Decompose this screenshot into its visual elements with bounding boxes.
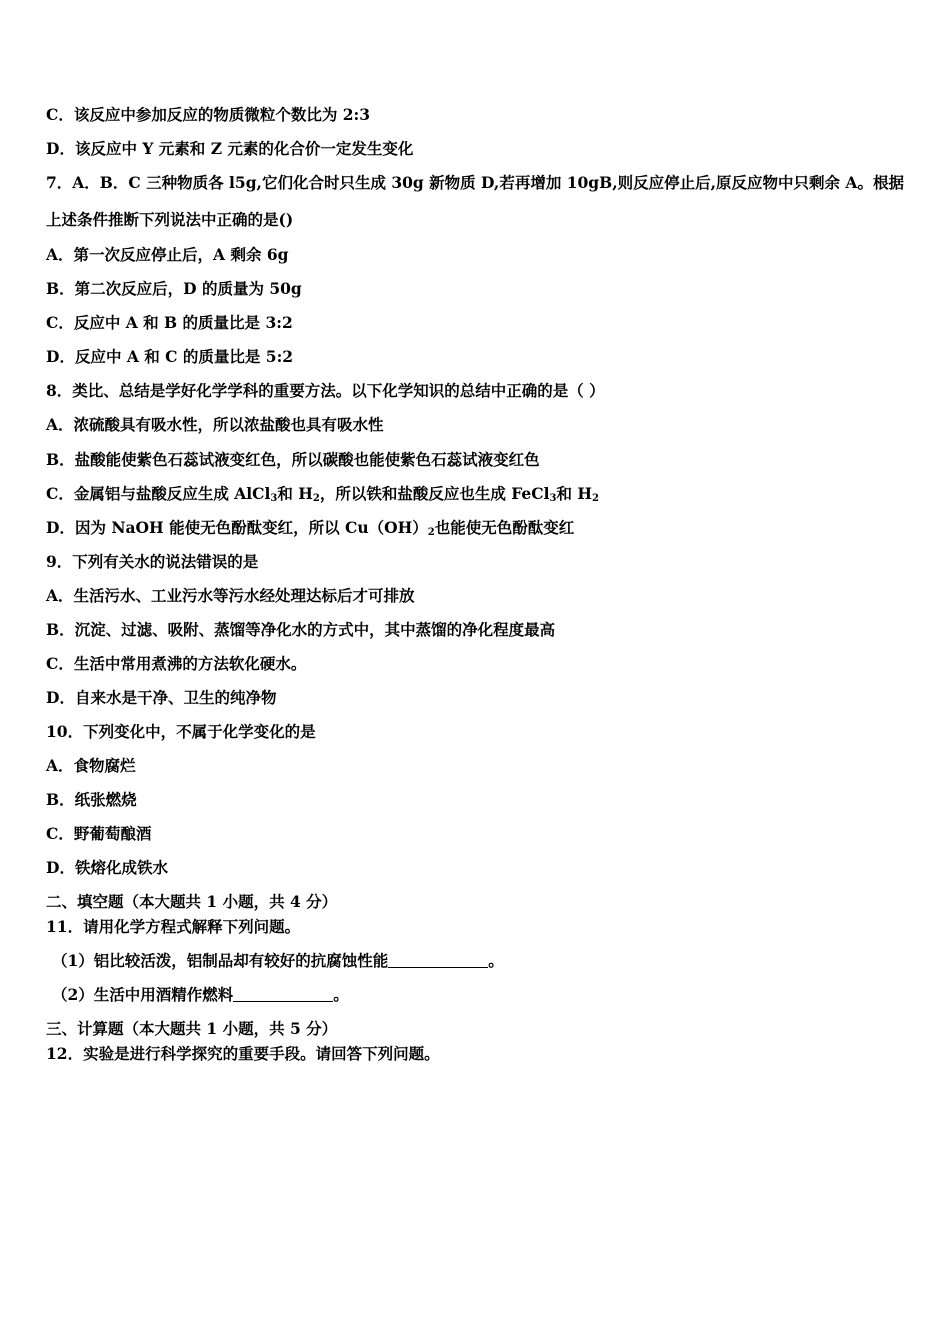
q7-option-a: A．第一次反应停止后，A 剩余 6g [46, 245, 289, 264]
q9-option-b: B．沉淀、过滤、吸附、蒸馏等净化水的方式中，其中蒸馏的净化程度最高 [46, 620, 556, 639]
subscript: 2 [592, 493, 599, 504]
q8-option-b: B．盐酸能使紫色石蕊试液变红色，所以碳酸也能使紫色石蕊试液变红色 [46, 450, 540, 469]
q11-part1 [52, 949, 504, 971]
q8-option-c-part4: 和 H [556, 484, 593, 503]
q7-option-c: C．反应中 A 和 B 的质量比是 3:2 [46, 313, 293, 332]
q10-stem: 10．下列变化中，不属于化学变化的是 [46, 722, 316, 741]
period: 。 [333, 985, 349, 1004]
subscript: 3 [549, 493, 557, 504]
q9-option-a: A．生活污水、工业污水等污水经处理达标后才可排放 [46, 586, 415, 605]
q11-part2 [52, 983, 349, 1005]
q10-option-b: B．纸张燃烧 [46, 790, 137, 809]
q8-option-d-part1: D．因为 NaOH 能使无色酚酞变红，所以 Cu（OH） [46, 518, 428, 537]
q11-part2-text: （2）生活中用酒精作燃料 [52, 985, 234, 1004]
q8-option-c-part1: C．金属铝与盐酸反应生成 AlCl [46, 484, 271, 503]
section3-title: 三、计算题（本大题共 1 小题，共 5 分） [46, 1019, 338, 1038]
q7-stem-line1: 7．A．B．C 三种物质各 l5g,它们化合时只生成 30g 新物质 D,若再增加 10gB,则反应停止后,原反应物中只剩余 A。根据 [46, 173, 904, 192]
answer-blank[interactable] [388, 953, 488, 968]
period: 。 [488, 951, 504, 970]
q9-stem: 9．下列有关水的说法错误的是 [46, 552, 259, 571]
q7-stem-line2: 上述条件推断下列说法中正确的是() [46, 210, 294, 229]
q8-option-c-part2: 和 H [277, 484, 313, 503]
q8-option-c-part3: ，所以铁和盐酸反应也生成 FeCl [319, 484, 550, 503]
q11-stem: 11．请用化学方程式解释下列问题。 [46, 917, 301, 936]
subscript: 2 [312, 493, 320, 504]
subscript: 3 [270, 493, 278, 504]
q6-option-c: C．该反应中参加反应的物质微粒个数比为 2:3 [46, 105, 371, 124]
q8-option-d-part2: 也能使无色酚酞变红 [434, 518, 575, 537]
q10-option-c: C．野葡萄酿酒 [46, 824, 152, 843]
q12-stem: 12．实验是进行科学探究的重要手段。请回答下列问题。 [46, 1044, 440, 1063]
q9-option-d: D．自来水是干净、卫生的纯净物 [46, 688, 277, 707]
q8-stem: 8．类比、总结是学好化学学科的重要方法。以下化学知识的总结中正确的是（ ） [46, 381, 605, 400]
q7-option-b: B．第二次反应后，D 的质量为 50g [46, 279, 302, 298]
section2-title: 二、填空题（本大题共 1 小题，共 4 分） [46, 892, 338, 911]
q9-option-c: C．生活中常用煮沸的方法软化硬水。 [46, 654, 307, 673]
q8-option-d [46, 516, 574, 538]
q8-option-c [46, 482, 599, 504]
q6-option-d: D．该反应中 Y 元素和 Z 元素的化合价一定发生变化 [46, 139, 414, 158]
q10-option-a: A．食物腐烂 [46, 756, 136, 775]
subscript: 2 [427, 527, 435, 538]
q7-option-d: D．反应中 A 和 C 的质量比是 5:2 [46, 347, 294, 366]
q11-part1-text: （1）铝比较活泼，铝制品却有较好的抗腐蚀性能 [52, 951, 389, 970]
answer-blank[interactable] [233, 987, 333, 1002]
q10-option-d: D．铁熔化成铁水 [46, 858, 168, 877]
q8-option-a: A．浓硫酸具有吸水性，所以浓盐酸也具有吸水性 [46, 415, 384, 434]
